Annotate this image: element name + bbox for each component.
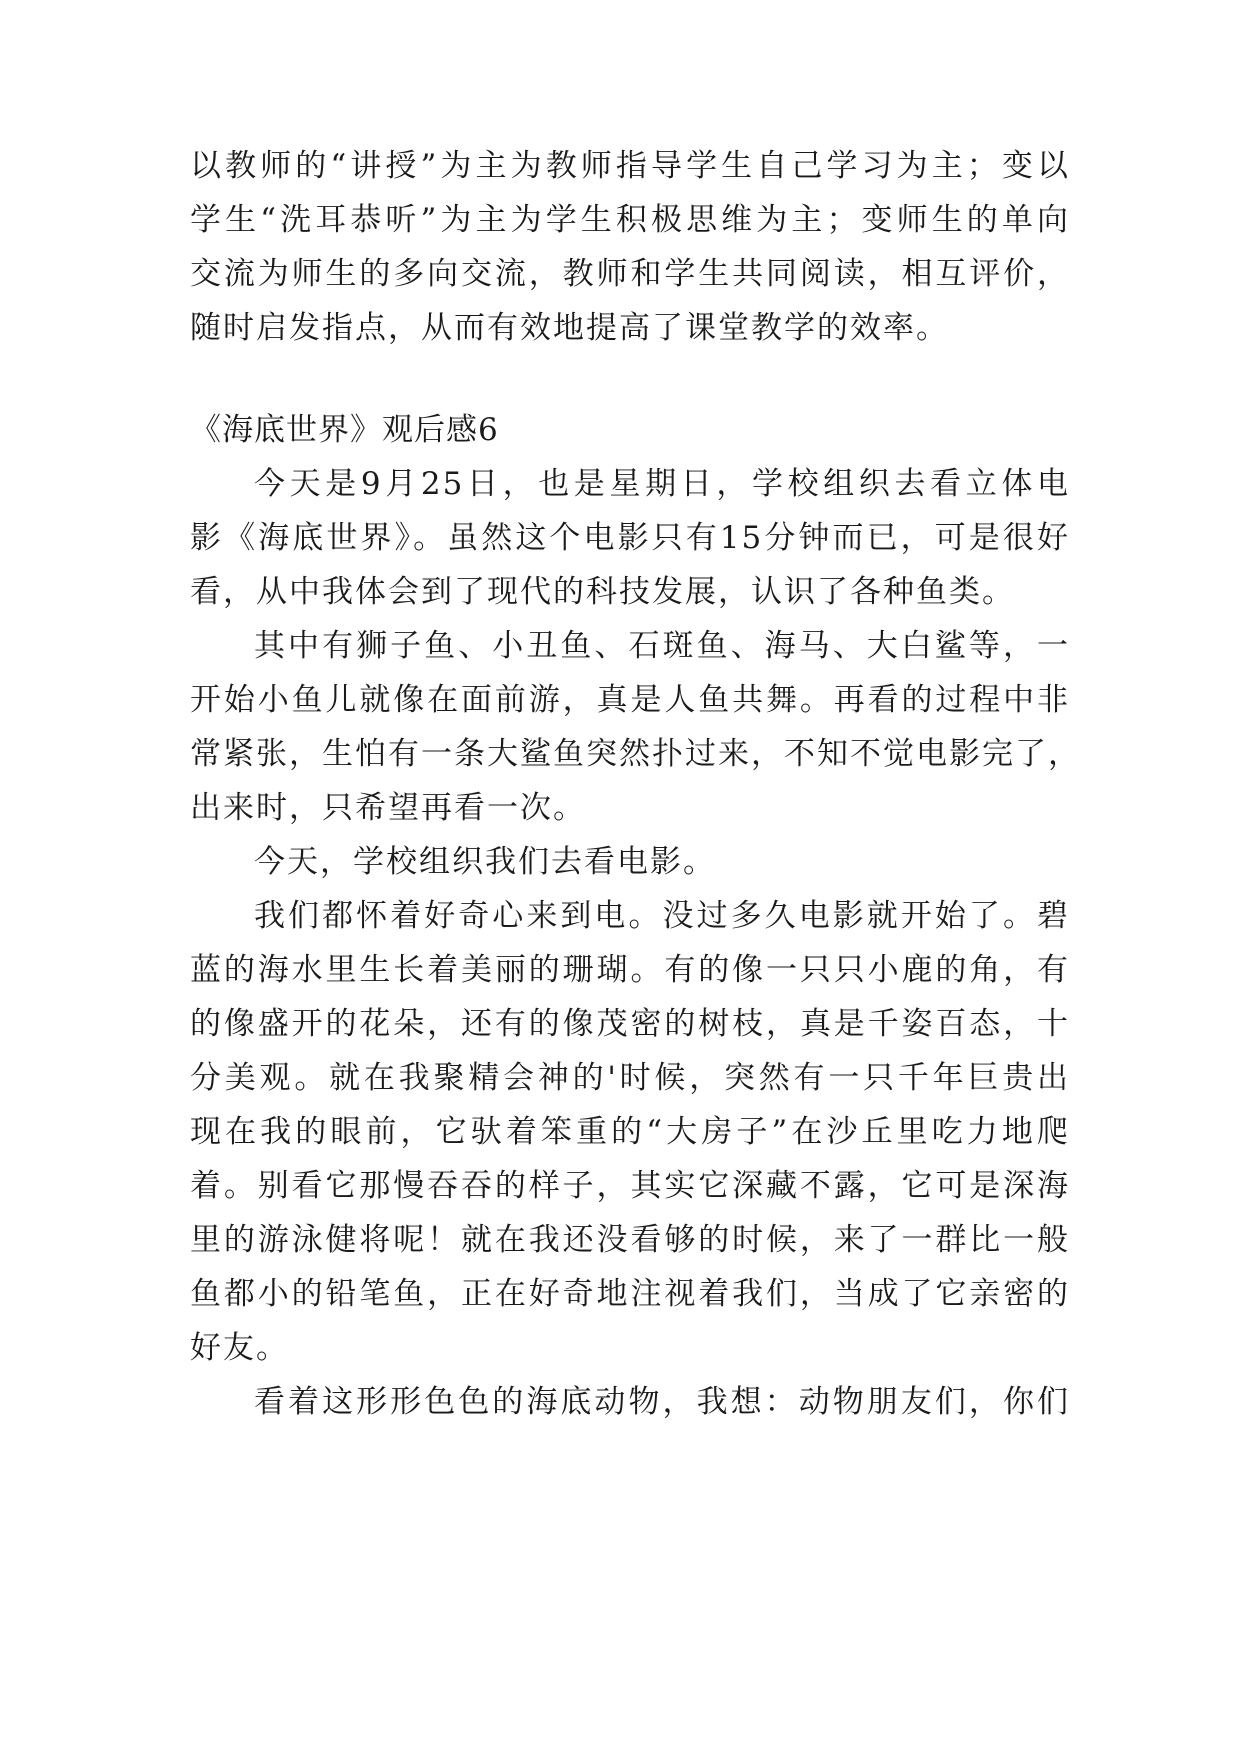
paragraph-line: 着。别看它那慢吞吞的样子，其实它深藏不露，它可是深海 [190,1168,1070,1204]
paragraph-line: 影《海底世界》。虽然这个电影只有15分钟而已，可是很好 [190,520,1070,556]
paragraph-line: 看着这形形色色的海底动物，我想：动物朋友们，你们 [254,1384,1070,1420]
paragraph-line: 蓝的海水里生长着美丽的珊瑚。有的像一只只小鹿的角，有 [190,952,1070,988]
paragraph-line: 的像盛开的花朵，还有的像茂密的树枝，真是千姿百态，十 [190,1006,1070,1042]
paragraph-line: 里的游泳健将呢！就在我还没看够的时候，来了一群比一般 [190,1222,1070,1258]
paragraph-line: 随时启发指点，从而有效地提高了课堂教学的效率。 [190,310,949,346]
paragraph-line: 以教师的“讲授”为主为教师指导学生自己学习为主；变以 [190,148,1070,184]
paragraph-line: 现在我的眼前，它驮着笨重的“大房子”在沙丘里吃力地爬 [190,1114,1070,1150]
section-heading: 《海底世界》观后感6 [190,412,499,448]
paragraph-line: 其中有狮子鱼、小丑鱼、石斑鱼、海马、大白鲨等，一 [254,628,1070,664]
paragraph-line: 鱼都小的铅笔鱼，正在好奇地注视着我们，当成了它亲密的 [190,1276,1070,1312]
paragraph-line: 出来时，只希望再看一次。 [190,790,586,826]
paragraph-line: 学生“洗耳恭听”为主为学生积极思维为主；变师生的单向 [190,202,1070,238]
paragraph-line: 常紧张，生怕有一条大鲨鱼突然扑过来，不知不觉电影完了， [190,736,1081,772]
paragraph-line: 今天，学校组织我们去看电影。 [254,844,716,880]
paragraph-line: 我们都怀着好奇心来到电。没过多久电影就开始了。碧 [254,898,1070,934]
paragraph-line: 交流为师生的多向交流，教师和学生共同阅读，相互评价， [190,256,1070,292]
paragraph-line: 分美观。就在我聚精会神的'时候，突然有一只千年巨贵出 [190,1060,1070,1096]
paragraph-line: 今天是9月25日，也是星期日，学校组织去看立体电 [254,466,1070,502]
paragraph-line: 开始小鱼儿就像在面前游，真是人鱼共舞。再看的过程中非 [190,682,1070,718]
paragraph-line: 好友。 [190,1330,289,1366]
paragraph-line: 看，从中我体会到了现代的科技发展，认识了各种鱼类。 [190,574,1015,610]
